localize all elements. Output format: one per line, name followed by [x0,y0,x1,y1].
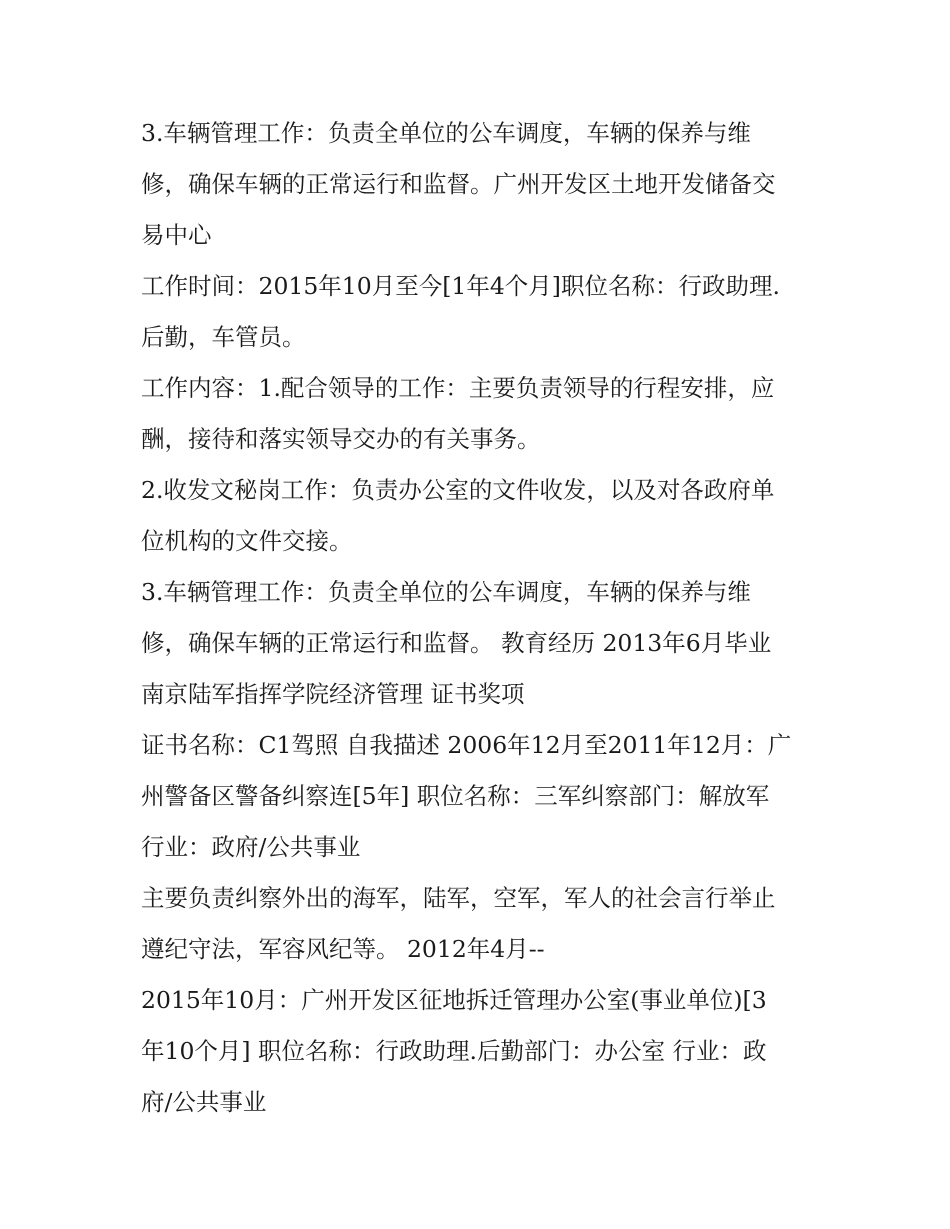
text-line: 府/公共事业 [141,1088,267,1116]
text-line: 证书名称：C1驾照 自我描述 2006年12月至2011年12月：广 [141,731,792,759]
text-line: 酬，接待和落实领导交办的有关事务。 [141,425,541,453]
text-line: 3.车辆管理工作：负责全单位的公车调度，车辆的保养与维 [141,578,751,606]
text-line: 遵纪守法，军容风纪等。 2012年4月-- [141,935,545,963]
text-line: 行业：政府/公共事业 [141,833,361,861]
text-line: 易中心 [141,221,212,249]
text-line: 2015年10月：广州开发区征地拆迁管理办公室(事业单位)[3 [141,986,767,1014]
text-line: 3.车辆管理工作：负责全单位的公车调度，车辆的保养与维 [141,119,751,147]
text-line: 主要负责纠察外出的海军，陆军，空军，军人的社会言行举止 [141,884,776,912]
text-line: 工作时间：2015年10月至今[1年4个月]职位名称：行政助理. [141,272,780,300]
text-line: 年10个月] 职位名称：行政助理.后勤部门：办公室 行业：政 [141,1037,767,1065]
text-line: 南京陆军指挥学院经济管理 证书奖项 [141,680,525,708]
text-line: 修，确保车辆的正常运行和监督。广州开发区土地开发储备交 [141,170,776,198]
text-line: 州警备区警备纠察连[5年] 职位名称：三军纠察部门：解放军 [141,782,770,810]
text-line: 工作内容：1.配合领导的工作：主要负责领导的行程安排，应 [141,374,775,402]
text-line: 2.收发文秘岗工作：负责办公室的文件收发，以及对各政府单 [141,476,775,504]
text-line: 后勤，车管员。 [141,323,306,351]
text-line: 位机构的文件交接。 [141,527,353,555]
text-line: 修，确保车辆的正常运行和监督。 教育经历 2013年6月毕业 [141,629,772,657]
document-body [141,108,813,1128]
